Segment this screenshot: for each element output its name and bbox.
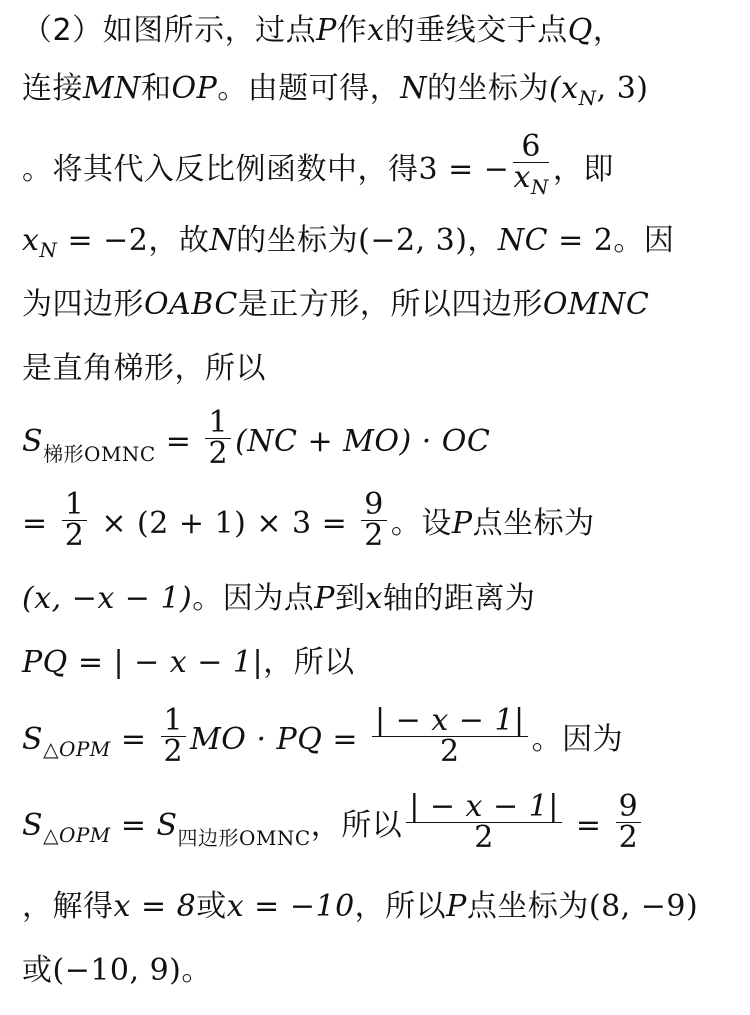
math-subscript: △OPM (43, 737, 111, 761)
text: ， (592, 13, 624, 48)
math: = (22, 506, 58, 541)
text: 。 (181, 953, 212, 988)
text-line-2 (22, 58, 649, 120)
fraction (513, 128, 549, 202)
text: 或 (196, 889, 227, 924)
math: = S (110, 808, 178, 843)
math-subscript: N (39, 238, 58, 262)
text: 。将其代入反比例函数中，得 (22, 152, 419, 187)
math: MO · PQ = (190, 722, 369, 757)
math: PQ = | − x − 1| (22, 645, 264, 680)
text: ， (467, 223, 498, 258)
math: (−10, 9) (52, 953, 182, 988)
math-subscript: 梯形OMNC (43, 442, 156, 466)
math: × (2 + 1) × 3 = (91, 506, 358, 541)
text-line-1 (22, 0, 623, 62)
text-line-9 (22, 568, 535, 630)
text-line-6 (22, 338, 266, 400)
text: 轴的距离为 (382, 581, 536, 616)
fraction-denominator: $x_N$ (513, 159, 549, 199)
text-line-11 (22, 700, 623, 780)
math: x (367, 13, 385, 48)
text-line-8 (22, 484, 595, 564)
math: P (451, 506, 473, 541)
math: NC (497, 223, 549, 258)
math: P (314, 581, 335, 616)
math: N (400, 71, 427, 106)
math: (8, −9) (588, 889, 699, 924)
math: 3 = − (418, 152, 510, 187)
math: (NC + MO) · OC (235, 424, 491, 459)
math: = 2 (548, 223, 614, 258)
math-subscript: △OPM (43, 823, 111, 847)
fraction: $\frac{| - x - 1|}{2}$ (406, 792, 562, 853)
text: ，解得 (22, 889, 114, 924)
math: (x (549, 71, 579, 106)
math: = (155, 424, 202, 459)
math: Q (567, 13, 593, 48)
text: 作 (336, 13, 368, 48)
math: OMNC (542, 287, 650, 322)
text: 到 (334, 581, 366, 616)
math: x = 8 (113, 889, 197, 924)
text: 是直角梯形，所以 (22, 351, 266, 386)
text: 。因为点 (192, 581, 315, 616)
math: (−2, 3) (358, 223, 468, 258)
text: ，故 (148, 223, 210, 258)
text-line-4 (22, 210, 674, 272)
math: = (565, 808, 612, 843)
text-line-12 (22, 786, 645, 866)
text: 的垂线交于点 (384, 13, 568, 48)
text-line-3 (22, 130, 614, 210)
text: ，所以 (354, 889, 447, 924)
math: P (446, 889, 467, 924)
math: (x, −x − 1) (22, 581, 193, 616)
text: 的坐标为 (427, 71, 549, 106)
text-line-7 (22, 402, 490, 482)
fraction: $\frac{1}{2}$ (205, 408, 231, 469)
text: ，所以 (310, 808, 403, 843)
math: = −2 (57, 223, 149, 258)
fraction-numerator: 6 (513, 132, 548, 163)
fraction: $\frac{| - x - 1|}{2}$ (372, 706, 528, 767)
text-line-14 (22, 940, 212, 1002)
text-line-13 (22, 876, 698, 938)
math: N (209, 223, 237, 258)
math: = (110, 722, 157, 757)
math: S (22, 808, 44, 843)
text: 。由题可得， (217, 71, 401, 106)
math: OP (171, 71, 218, 106)
math: S (22, 424, 44, 459)
text: 点坐标为 (466, 889, 589, 924)
math: x (365, 581, 383, 616)
text: 。设 (390, 506, 452, 541)
math-subscript: N (578, 86, 597, 110)
fraction: $\frac{9}{2}$ (361, 490, 387, 551)
text: 和 (140, 71, 172, 106)
text: 点坐标为 (472, 506, 595, 541)
math-subscript: 四边形OMNC (177, 826, 311, 850)
math: x (22, 223, 40, 258)
math: MN (83, 71, 141, 106)
math: P (316, 13, 337, 48)
text: 的坐标为 (236, 223, 359, 258)
fraction: $\frac{9}{2}$ (616, 792, 642, 853)
text: 为四边形 (22, 287, 144, 322)
text-line-10 (22, 632, 355, 694)
math: S (22, 722, 44, 757)
text: （2）如图所示，过点 (22, 13, 317, 48)
text: 连接 (22, 71, 83, 106)
text: ，所以 (263, 645, 355, 680)
math: , 3) (596, 71, 649, 106)
text: 。因为 (531, 722, 624, 757)
fraction: $\frac{1}{2}$ (62, 490, 88, 551)
text: 或 (22, 953, 53, 988)
text-line-5 (22, 274, 649, 336)
text: 。因 (613, 223, 675, 258)
text: ，即 (552, 152, 614, 187)
fraction: $\frac{1}{2}$ (161, 706, 187, 767)
text: 是正方形，所以四边形 (237, 287, 543, 322)
math: OABC (144, 287, 238, 322)
math: x = −10 (226, 889, 355, 924)
